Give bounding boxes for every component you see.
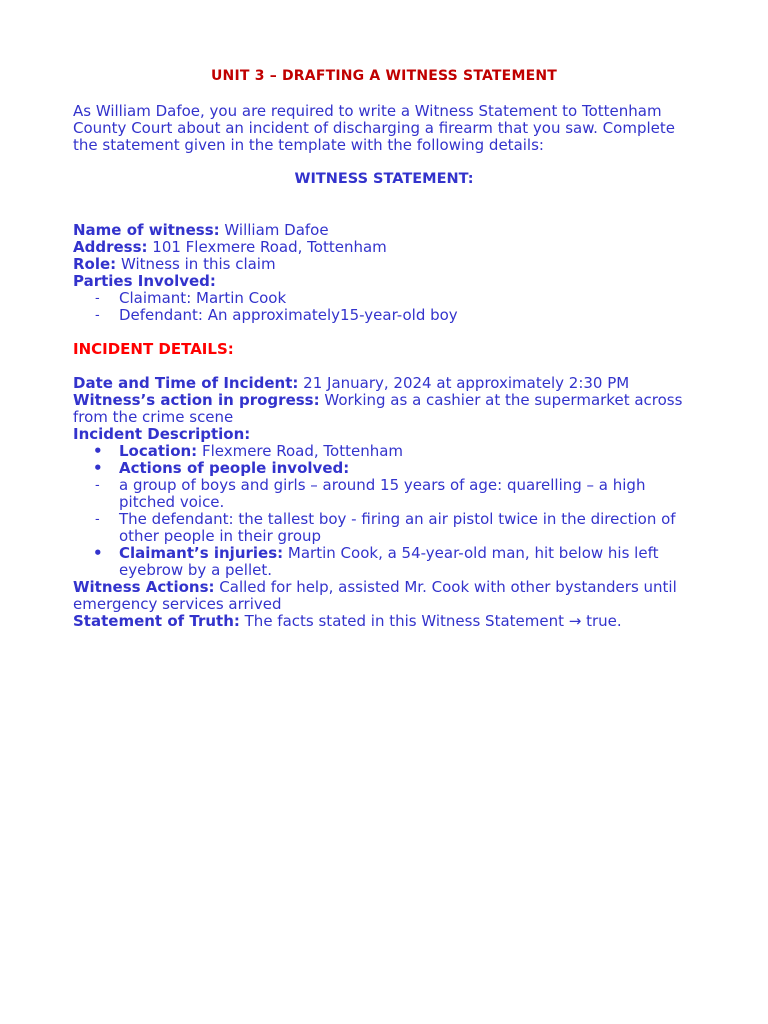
party-text: Defendant: An approximately15-year-old boy (119, 306, 458, 324)
injuries-value: Martin Cook, a 54-year-old man, hit below his left eyebrow by a pellet. (119, 544, 659, 579)
witness-actions-label: Witness Actions: (73, 578, 215, 596)
description-label: Incident Description: (73, 425, 251, 443)
witness-action-value: Working as a cashier at the supermarket across from the crime scene (73, 391, 683, 426)
spacer (73, 324, 703, 341)
address-value: 101 Flexmere Road, Tottenham (147, 238, 387, 256)
datetime-line (73, 375, 703, 392)
action-text: a group of boys and girls – around 15 years of age: quarelling – a high pitched voice. (119, 476, 646, 511)
statement-details (73, 222, 703, 630)
role-line (73, 256, 703, 273)
witness-statement-heading: WITNESS STATEMENT: (294, 171, 474, 187)
bullet-marker: • (93, 459, 103, 477)
witness-name-label: Name of witness: (73, 221, 220, 239)
dash-marker: - (95, 478, 100, 493)
truth-label: Statement of Truth: (73, 612, 240, 630)
witness-name-value: William Dafoe (219, 221, 329, 239)
witness-actions-value: Called for help, assisted Mr. Cook with other bystanders until emergency services arrived (73, 578, 677, 613)
dash-marker: - (95, 308, 100, 323)
action-text: The defendant: the tallest boy - firing an air pistol twice in the direction of other people in their group (119, 510, 676, 545)
location-item (73, 443, 703, 460)
truth-value: The facts stated in this Witness Statement → true. (239, 612, 622, 630)
intro-paragraph: As William Dafoe, you are required to write a Witness Statement to Tottenham County Court about an incident of discharging a firearm that you saw. Complete the statement given in the template with the following details: (73, 102, 675, 154)
bullet-marker: • (93, 442, 103, 460)
witness-actions-line (73, 579, 703, 613)
actions-label: Actions of people involved: (119, 459, 350, 477)
injuries-item (73, 545, 703, 579)
parties-label: Parties Involved: (73, 272, 216, 290)
injuries-label: Claimant’s injuries: (119, 544, 284, 562)
bullet-marker: • (93, 544, 103, 562)
truth-line (73, 613, 703, 630)
witness-action-label: Witness’s action in progress: (73, 391, 320, 409)
action-item (73, 477, 703, 511)
spacer (73, 358, 703, 375)
witness-action-line (73, 392, 703, 426)
description-line (73, 426, 703, 443)
document-title: UNIT 3 – DRAFTING A WITNESS STATEMENT (210, 68, 558, 84)
witness-name-line (73, 222, 703, 239)
datetime-label: Date and Time of Incident: (73, 374, 299, 392)
address-label: Address: (73, 238, 148, 256)
role-label: Role: (73, 255, 117, 273)
datetime-value: 21 January, 2024 at approximately 2:30 PM (298, 374, 630, 392)
role-value: Witness in this claim (116, 255, 276, 273)
location-label: Location: (119, 442, 198, 460)
incident-details-heading: INCIDENT DETAILS: (73, 340, 234, 358)
actions-item (73, 460, 703, 477)
party-text: Claimant: Martin Cook (119, 289, 287, 307)
location-value: Flexmere Road, Tottenham (197, 442, 404, 460)
address-line (73, 239, 703, 256)
dash-marker: - (95, 291, 100, 306)
parties-line (73, 273, 703, 290)
party-item (73, 290, 703, 307)
party-item (73, 307, 703, 324)
action-item (73, 511, 703, 545)
dash-marker: - (95, 512, 100, 527)
